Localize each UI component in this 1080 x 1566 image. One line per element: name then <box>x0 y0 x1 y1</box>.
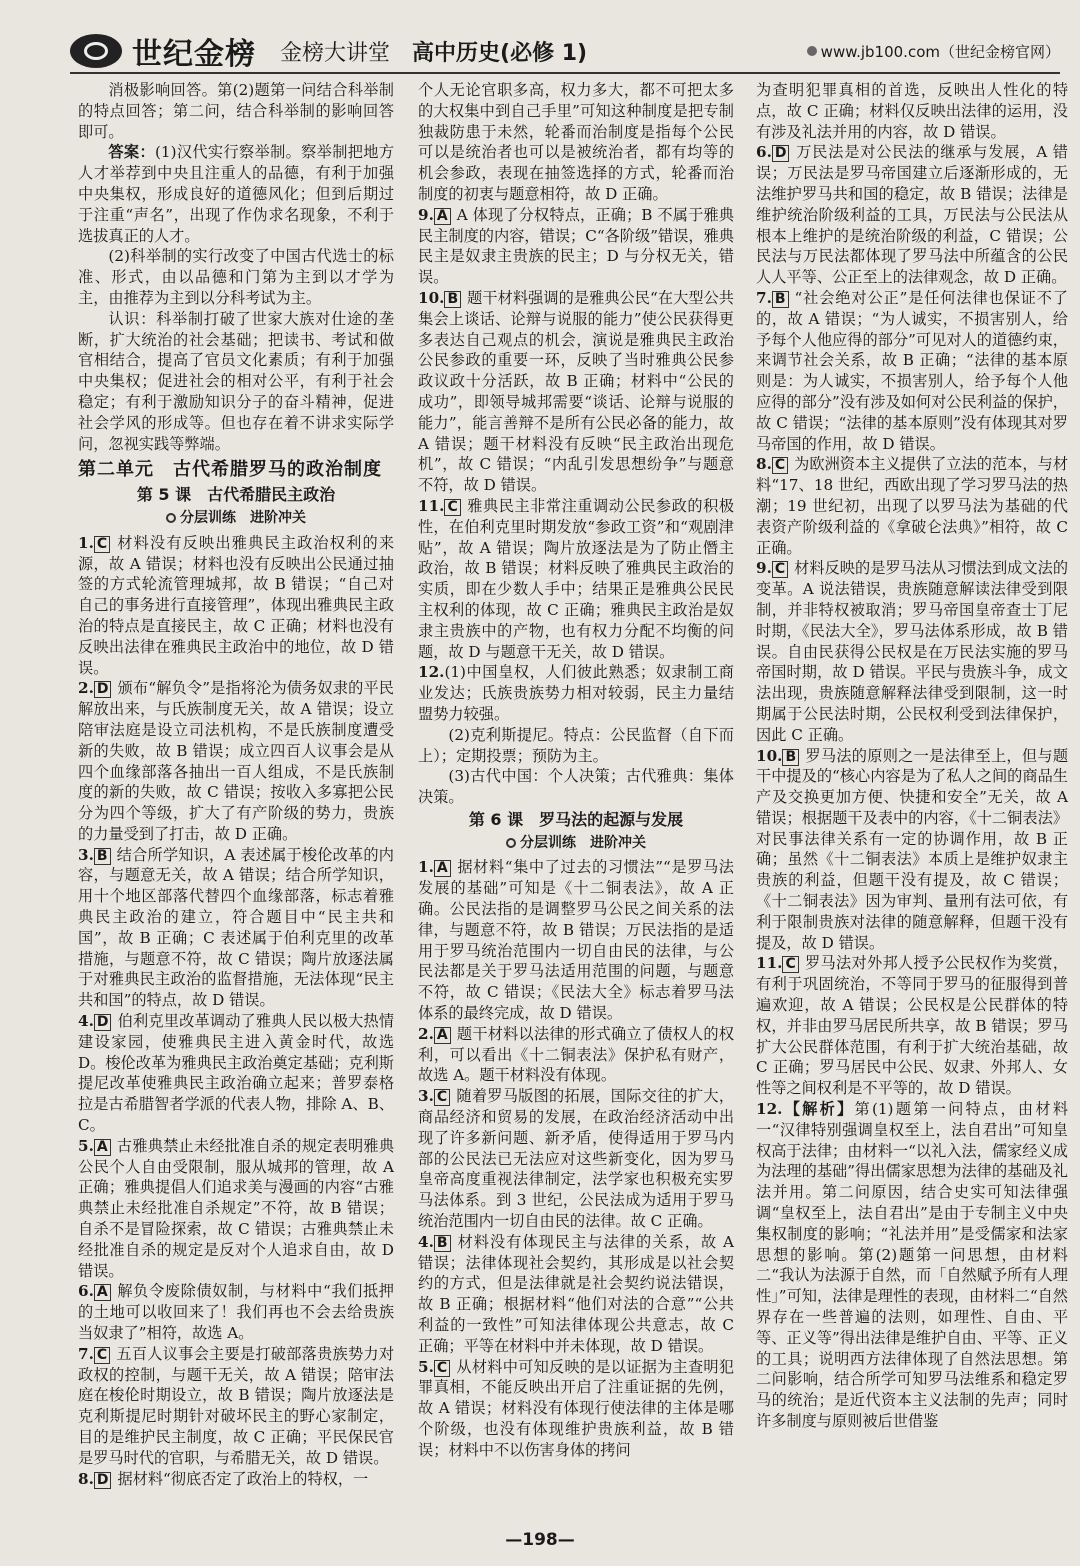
item-number: 9. <box>418 205 434 224</box>
answer-item <box>78 1344 394 1469</box>
item-text: 五百人议事会主要是打破部落贵族势力对政权的控制，与题干无关，故 A 错误；陪审法庭在梭伦时期设立，故 B 错误；陶片放逐法是克利斯提尼时期针对破坏民主的野心家制定，目的是维护民主制度，故 C 正确；平民保民官是罗马时代的官职，与希腊无关，故 D 错误。 <box>78 1344 394 1467</box>
answer-list <box>78 533 394 1490</box>
item-text: 材料没有体现民主与法律的关系，故 A 错误；法律体现社会契约，其形成是以社会契约的方式，但是法律就是社会契约说法错误，故 B 正确；根据材料“他们对法的合意”“公共利益的一致性”可知法律体现公共意志，故 C 正确；平等在材料中并未体现，故 D 错误。 <box>418 1232 734 1355</box>
answer-paragraph <box>78 142 394 246</box>
answer-choice-badge: B <box>434 1235 451 1252</box>
column-3 <box>756 80 1068 1432</box>
item-text: (1)中国皇权，人们彼此熟悉；奴隶制工商业发达；氏族贵族势力相对较弱，民主力量结盟势力较强。 <box>418 663 734 723</box>
answer-item <box>418 205 734 288</box>
item-text: 材料反映的是罗马法从习惯法到成文法的变革。A 说法错误，贵族随意解读法律受到限制，并非特权被取消；罗马帝国皇帝查士丁尼时期，《民法大全》，罗马法体系形成，故 B 错误。自由民获得公民权是在万民法实施的罗马帝国时期，故 D 错误。平民与贵族斗争，成文法出现，贵族随意解释法律受到限制，这一时期属于公民法时期，公民权利受到法律保护，因此 C 正确。 <box>756 559 1068 744</box>
item-number: 3. <box>78 845 94 864</box>
item-text: A 体现了分权特点，正确；B 不属于雅典民主制度的内容，错误；C“各阶级”错误，雅典民主是奴隶主贵族的民主；D 与分权无关，错误。 <box>418 205 734 287</box>
item-number: 9. <box>756 559 772 578</box>
item-number: 3. <box>418 1087 434 1106</box>
answer-item <box>78 1281 394 1343</box>
series-title: 金榜大讲堂 <box>280 40 391 66</box>
item-number: 10. <box>756 746 783 765</box>
lesson-heading: 第 6 课 罗马法的起源与发展 <box>468 809 684 829</box>
item-number: 4. <box>418 1232 434 1251</box>
item-text: 第(1)题第一问特点，由材料一“汉律特别强调皇权至上，法自君出”可知皇权高于法律；由材料一“以礼入法，儒家经义成为法理的基础”得出儒家思想为法律的基础及礼法并用。第二问原因，结合史实可知法律强调“皇权至上，法自君出”是由于专制主义中央集权制度的影响；“礼法并用”是受儒家和法家思想的影响。第(2)题第一问思想，由材料二“我认为法源于自然，而「自然赋予所有人理性」”可知，法律是理性的表现，由材料二“自然界存在一些普遍的法则，如理性、自由、平等、正义等”得出法律是维护自由、平等、正义的工具；说明西方法律体现了自然法思想。第二问影响，结合所学可知罗马法维系和稳定罗马的统治；是近代资本主义法制的先声；同时许多制度与原则被后世借鉴 <box>756 1100 1069 1430</box>
answer-choice-badge: A <box>434 860 451 877</box>
answer-choice-badge: C <box>772 561 788 578</box>
target-icon <box>166 513 176 523</box>
answer-choice-badge: B <box>782 749 799 766</box>
answer-choice-badge: D <box>772 145 790 162</box>
answer-choice-badge: D <box>94 1472 112 1489</box>
column-2 <box>418 80 734 1461</box>
item-text: 雅典民主非常注重调动公民参政的积极性，在伯利克里时期发放“参政工资”和“观剧津贴”，故 A 错误；陶片放逐法是为了防止僭主政治，故 B 错误；材料反映了雅典民主政治的实质，即在少数人手中；结果正是雅典公民民主权利的体现，故 C 正确；雅典民主政治是奴隶主贵族中的产物，也有权力分配不均衡的问题，故 D 与题意干无关，故 D 错误。 <box>418 496 734 661</box>
answer-list <box>418 205 734 663</box>
answer-item <box>78 1011 394 1136</box>
answer-choice-badge: A <box>94 1284 111 1301</box>
item-number: 10. <box>418 288 445 307</box>
answer-item <box>78 1469 394 1490</box>
item-text: 随着罗马版图的拓展，国际交往的扩大，商品经济和贸易的发展，在政治经济活动中出现了许多新问题、新矛盾，使得适用于罗马内部的公民法已无法应对这些新变化，因为罗马皇帝高度重视法律制定，法学家也积极充实罗马法体系。到 3 世纪，公民法成为适用于罗马统治范围内一切自由民的法律。故 C 正确。 <box>418 1087 734 1231</box>
answer-choice-badge: A <box>94 1139 111 1156</box>
item-text: 材料没有反映出雅典民主政治权利的来源，故 A 错误；材料也没有反映出公民通过抽签的方式轮流管理城邦，故 B 错误；“自己对自己的事务进行直接管理”，体现出雅典民主政治的特点是直接民主，故 C 正确；材料也没有反映出法律在雅典民主政治中的地位，故 D 错误。 <box>78 533 394 677</box>
website-link <box>807 41 1060 62</box>
page-header <box>70 30 1060 74</box>
answer-item <box>756 454 1068 558</box>
item-number: 7. <box>756 288 772 307</box>
item-number: 2. <box>78 679 94 698</box>
globe-icon <box>807 46 817 56</box>
item-text: “社会绝对公正”是任何法律也保证不了的，故 A 错误；“为人诚实，不损害别人，给予每个人他应得的部分”可见对人的道德约束，来调节社会关系，故 B 正确；“法律的基本原则是：为人诚实，不损害别人，给予每个人他应得的部分”没有涉及如何对公民利益的保护，故 C 错误；“法律的基本原则”没有体现其对罗马帝国的作用，故 D 错误。 <box>756 288 1068 453</box>
item-text: 为欧洲资本主义提供了立法的范本，与材料“17、18 世纪，西欧出现了学习罗马法的热潮；19 世纪初，出现了以罗马法为基础的代表资产阶级利益的《拿破仑法典》”相符，故 C 正确。 <box>756 455 1068 557</box>
brand-logo-icon <box>70 34 122 68</box>
answer-item <box>418 1086 734 1232</box>
answer-choice-badge: C <box>772 457 788 474</box>
item-number: 11. <box>418 496 445 515</box>
item-number: 12. <box>418 663 445 682</box>
brand-name: 世纪金榜 <box>132 37 256 72</box>
website-text: www.jb100.com（世纪金榜官网） <box>820 42 1060 61</box>
item-number: 6. <box>756 143 772 162</box>
answer-item <box>756 142 1068 288</box>
answer-choice-badge: C <box>94 1347 110 1364</box>
item-text: 万民法是对公民法的继承与发展，A 错误；万民法是罗马帝国建立后逐渐形成的，无法维护罗马共和国的稳定，故 B 错误；法律是维护统治阶级利益的工具，万民法与公民法从根本上维护的是统治阶级的利益，C 错误；公民法与万民法都体现了罗马法中所蕴含的公民人人平等、公正至上的法律观念，故 D 正确。 <box>756 143 1068 287</box>
answer-item <box>78 678 394 844</box>
answer-item <box>756 746 1068 954</box>
answer-label: 答案： <box>108 143 155 162</box>
answer-choice-badge: A <box>434 1027 451 1044</box>
item-number: 8. <box>78 1469 94 1488</box>
answer-choice-badge: B <box>772 291 789 308</box>
answer-item <box>418 288 734 496</box>
answer-choice-badge: C <box>782 956 798 973</box>
answer-list <box>418 857 734 1460</box>
answer-item <box>418 857 734 1023</box>
item-number: 12. <box>756 1100 783 1119</box>
item-number: 4. <box>78 1012 94 1031</box>
item-number: 8. <box>756 455 772 474</box>
item-text: 结合所学知识，A 表述属于梭伦改革的内容，与题意无关，故 A 错误；结合所学知识，用十个地区部落代替四个血缘部落，标志着雅典民主政治的建立，符合题目中“民主共和国”，故 B 正确；C 表述属于伯利克里的改革措施，与题意不符，故 C 错误；陶片放逐法属于对雅典民主政治的监督措施，无法体现“民主共和国”的特点，故 D 错误。 <box>78 845 394 1010</box>
paragraph: (2)克利斯提尼。特点：公民监督（自下而上）；定期投票；预防为主。 <box>418 725 734 765</box>
answer-text: (1)汉代实行察举制。察举制把地方人才举荐到中央且注重人的品德，有利于加强中央集权，形成良好的道德风化；但到后期过于注重“声名”，出现了作伪求名现象，不利于选拔真正的人才。 <box>78 143 395 245</box>
analysis-label: 【解析】 <box>782 1100 855 1119</box>
paragraph: 消极影响回答。第(2)题第一问结合科举制的特点回答；第二问，结合科举制的影响回答即可。 <box>78 81 394 141</box>
item-number: 5. <box>78 1136 94 1155</box>
section-subheading: 分层训练 进阶冲关 <box>78 508 394 529</box>
book-title: 高中历史(必修 1) <box>412 40 588 66</box>
paragraph: 为查明犯罪真相的首选，反映出人性化的特点，故 C 正确；材料仅反映出法律的运用，没有涉及礼法并用的内容，故 D 错误。 <box>756 81 1068 141</box>
answer-item <box>418 1024 734 1086</box>
lesson-heading: 第 5 课 古代希腊民主政治 <box>136 485 336 505</box>
unit-heading: 第二单元 古代希腊罗马的政治制度 <box>78 459 382 481</box>
paragraph: 个人无论官职多高，权力多大，都不可把太多的大权集中到自己手里”可知这种制度是把专制独裁防患于未然，轮番而治制度是指每个公民可以是统治者也可以是被统治者，都有均等的机会参政，表现在抽签选择的方式，轮番而治制度的初衷与题意相符，故 D 正确。 <box>418 81 734 203</box>
answer-item <box>418 1232 734 1357</box>
answer-choice-badge: B <box>94 848 111 865</box>
answer-item <box>78 1136 394 1282</box>
item-text: 颁布“解负令”是指将沦为债务奴隶的平民解放出来，与氏族制度无关，故 A 错误；设立陪审法庭是设立司法机构，不是氏族制度遭受新的失败，故 B 错误；成立四百人议事会是从四个血缘部落各抽出一百人组成，不是氏族制度的新的失败，故 C 错误；按收入多寡把公民分为四个等级，扩大了有产阶级的势力，贵族的力量受到了打击，故 D 正确。 <box>78 679 394 843</box>
answer-choice-badge: C <box>434 1360 450 1377</box>
paragraph: (3)古代中国：个人决策；古代雅典：集体决策。 <box>418 767 734 807</box>
answer-choice-badge: C <box>94 536 110 553</box>
answer-item <box>78 845 394 1011</box>
item-text: 从材料中可知反映的是以证据为主查明犯罪真相，不能反映出开启了注重证据的先例，故 A 错误；材料没有体现行使法律的主体是哪个阶级，也没有体现维护贵族利益，故 B 错误；材料中不以伤害身体的拷问 <box>418 1357 734 1459</box>
answer-item <box>756 558 1068 745</box>
item-text: 题干材料以法律的形式确立了债权人的权利，可以看出《十二铜表法》保护私有财产，故选 A。题干材料没有体现。 <box>418 1024 734 1085</box>
item-number: 2. <box>418 1024 434 1043</box>
answer-choice-badge: C <box>434 1089 450 1106</box>
answer-item <box>418 496 734 662</box>
item-text: 罗马法的原则之一是法律至上，但与题干中提及的“核心内容是为了私人之间的商品生产及交换更加方便、快捷和安全”无关，故 A 错误；根据题干及表中的内容，《十二铜表法》对民事法律关系有一定的协调作用，故 B 正确；虽然《十二铜表法》本质上是维护奴隶主贵族的利益，但题干没有提及，故 C 错误；《十二铜表法》因为审判、量刑有法可依，有利于限制贵族对法律的随意解释，但题干没有提及，故 D 错误。 <box>756 746 1068 952</box>
item-number: 11. <box>756 954 783 973</box>
item-text: 古雅典禁止未经批准自杀的规定表明雅典公民个人自由受限制，服从城邦的管理，故 A 正确；雅典提倡人们追求美与漫画的内容“古雅典禁止未经批准自杀规定”不符，故 B 错误；自杀不是冒险探索，故 C 错误；古雅典禁止未经批准自杀的规定是反对个人追求自由，故 D 错误。 <box>78 1136 394 1280</box>
item-text: 伯利克里改革调动了雅典人民以极大热情建设家园，使雅典民主进入黄金时代，故选 D。梭伦改革为雅典民主政治奠定基础；克利斯提尼改革使雅典民主政治确立起来；普罗泰格拉是古希腊智者学派的代表人物，排除 A、B、C。 <box>78 1012 394 1135</box>
answer-item <box>78 533 394 679</box>
answer-choice-badge: A <box>434 208 451 225</box>
target-icon <box>506 838 516 848</box>
item-number: 1. <box>78 533 94 552</box>
section-subheading: 分层训练 进阶冲关 <box>418 833 734 854</box>
answer-item <box>756 288 1068 454</box>
item-number: 6. <box>78 1282 94 1301</box>
answer-choice-badge: D <box>94 1014 112 1031</box>
answer-item <box>756 953 1068 1099</box>
column-1 <box>78 80 394 1489</box>
item-text: 据材料“彻底否定了政治上的特权，一 <box>117 1469 369 1488</box>
answer-choice-badge: B <box>444 291 461 308</box>
answer-item <box>418 1357 734 1461</box>
item-number: 7. <box>78 1344 94 1363</box>
item-text: 罗马法对外邦人授予公民权作为奖赏，有利于巩固统治，不等同于罗马的征服得到普遍欢迎，故 A 错误；公民权是公民群体的特权，并非由罗马居民所共享，故 B 错误；罗马扩大公民群体范围，有利于扩大统治基础，故 C 正确；罗马居民中公民、奴隶、外邦人、女性等之间权利是不平等的，故 D 错误。 <box>756 954 1068 1098</box>
paragraph: 认识：科举制打破了世家大族对仕途的垄断，扩大统治的社会基础；把读书、考试和做官相结合，提高了官员文化素质；有利于加强中央集权；促进社会的相对公平，有利于社会稳定；有利于激励知识分子的奋斗精神，促进社会学风的形成等。但也存在着不讲求实际学问，忽视实践等弊端。 <box>78 309 394 453</box>
answer-item <box>418 662 734 724</box>
item-text: 解负令废除债奴制，与材料中“我们抵押的土地可以收回来了！我们再也不会去给贵族当奴隶了”相符，故选 A。 <box>78 1282 394 1343</box>
item-number: 1. <box>418 858 434 877</box>
answer-choice-badge: D <box>94 681 112 698</box>
item-text: 题干材料强调的是雅典公民“在大型公共集会上谈话、论辩与说服的能力”使公民获得更多表达自己观点的机会，演说是雅典民主政治公民参政的重要一环，反映了当时雅典公民参政议政十分活跃，故 B 正确；材料中“公民的成功”，即领导城邦需要“谈话、论辩与说服的能力”，能言善辩不是所有公民必备的能力，故 A 错误；题干材料没有反映“民主政治出现危机”，故 C 错误；“内乱引发思想纷争”与题意不符，故 D 错误。 <box>418 288 734 495</box>
answer-list <box>756 142 1068 1099</box>
answer-item <box>756 1099 1068 1432</box>
item-number: 5. <box>418 1357 434 1376</box>
answer-choice-badge: C <box>444 499 460 516</box>
item-text: 据材料“集中了过去的习惯法”“是罗马法发展的基础”可知是《十二铜表法》，故 A 正确。公民法指的是调整罗马公民之间关系的法律，与题意不符，故 B 错误；万民法指的是适用于罗马统治范围内一切自由民的法律，与公民法都是关于罗马法适用范围的问题，与题意不符，故 C 错误；《民法大全》标志着罗马法体系的最终完成，故 D 错误。 <box>418 858 734 1023</box>
page-number: —198— <box>505 1530 575 1550</box>
paragraph: (2)科举制的实行改变了中国古代选士的标准、形式，由以品德和门第为主到以才学为主，由推荐为主到以分科考试为主。 <box>78 247 394 307</box>
